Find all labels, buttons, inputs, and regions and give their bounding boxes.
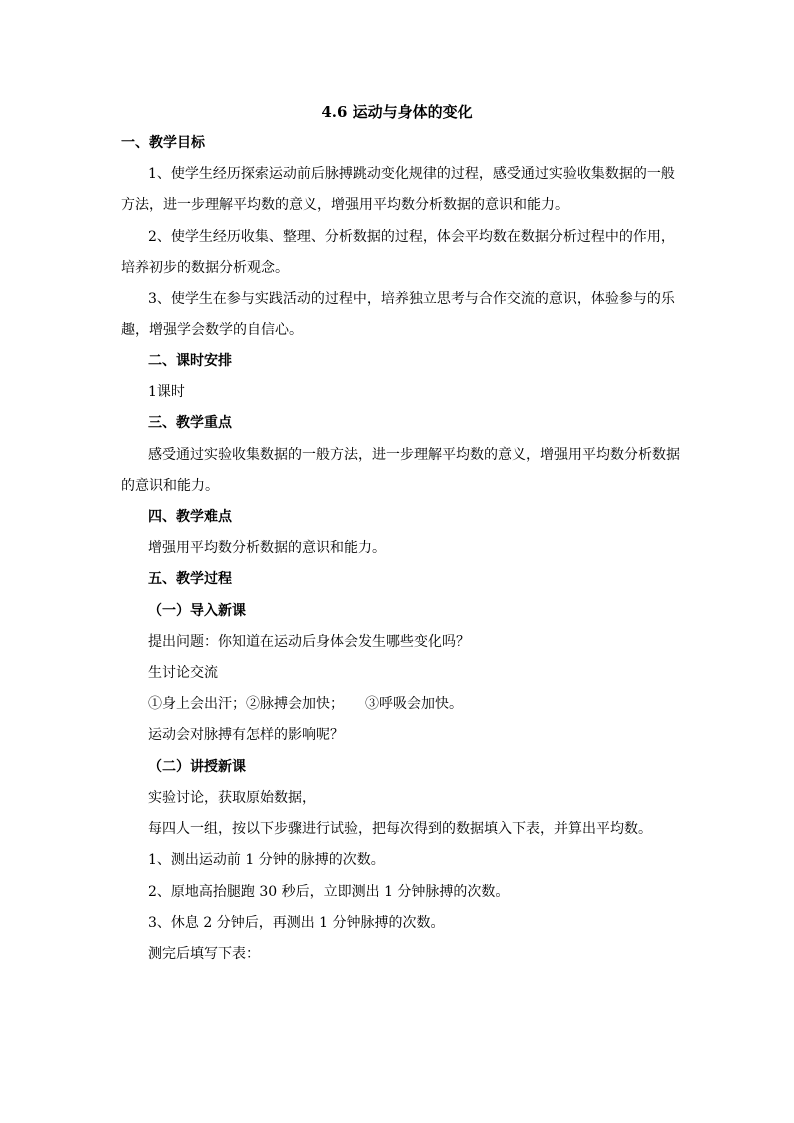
section-heading-process: 五、教学过程 [148, 571, 232, 587]
section-heading-schedule: 二、课时安排 [148, 353, 232, 369]
class-hours: 1课时 [148, 384, 185, 400]
goal-3-line-2: 趣，增强学会数学的自信心。 [121, 322, 303, 338]
document-title: 4.6 运动与身体的变化 [321, 103, 473, 121]
difficulty-text: 增强用平均数分析数据的意识和能力。 [148, 540, 386, 556]
pulse-question: 运动会对脉搏有怎样的影响呢？ [148, 727, 344, 743]
fill-table-instruction: 测完后填写下表： [148, 946, 260, 962]
section-heading-key-points: 三、教学重点 [148, 415, 232, 431]
key-points-line-1: 感受通过实验收集数据的一般方法，进一步理解平均数的意义，增强用平均数分析数据 [148, 447, 680, 463]
section-heading-goals: 一、教学目标 [121, 135, 205, 151]
step-2: 2、原地高抬腿跑 30 秒后，立即测出 1 分钟脉搏的次数。 [148, 884, 510, 900]
step-3: 3、休息 2 分钟后，再测出 1 分钟脉搏的次数。 [148, 915, 445, 931]
subheading-introduction: （一）导入新课 [148, 603, 246, 619]
section-heading-difficulty: 四、教学难点 [148, 509, 232, 525]
discussion-answers: ①身上会出汗；②脉搏会加快； ③呼吸会加快。 [148, 696, 463, 712]
goal-2-line-2: 培养初步的数据分析观念。 [121, 260, 289, 276]
student-discussion: 生讨论交流 [148, 665, 218, 681]
subheading-new-lesson: （二）讲授新课 [148, 759, 246, 775]
goal-3-line-1: 3、使学生在参与实践活动的过程中，培养独立思考与合作交流的意识，体验参与的乐 [148, 291, 675, 307]
goal-1-line-2: 方法，进一步理解平均数的意义，增强用平均数分析数据的意识和能力。 [121, 197, 569, 213]
key-points-line-2: 的意识和能力。 [121, 478, 219, 494]
group-instructions: 每四人一组，按以下步骤进行试验，把每次得到的数据填入下表，并算出平均数。 [148, 821, 652, 837]
goal-2-line-1: 2、使学生经历收集、整理、分析数据的过程，体会平均数在数据分析过程中的作用， [148, 229, 675, 245]
goal-1-line-1: 1、使学生经历探索运动前后脉搏跳动变化规律的过程，感受通过实验收集数据的一般 [148, 166, 675, 182]
experiment-intro: 实验讨论，获取原始数据， [148, 790, 316, 806]
intro-question: 提出问题：你知道在运动后身体会发生哪些变化吗？ [148, 634, 470, 650]
step-1: 1、测出运动前 1 分钟的脉搏的次数。 [148, 852, 385, 868]
